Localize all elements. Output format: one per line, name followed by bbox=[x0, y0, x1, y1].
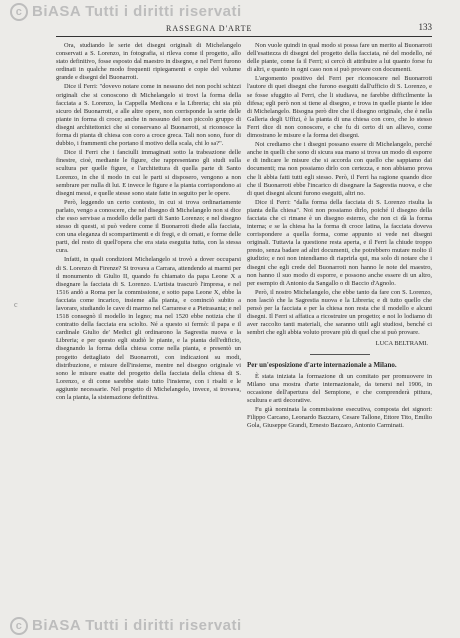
paragraph: Però, leggendo un certo contesto, in cui si trova ordinariamente parlato, vengo a conoscere, che nel disegno di Michelangelo non si dice che esso servisse a modello delle parti di Santo Lorenzo; e nel disegno stesso di questi, si può vedere come il Buonarroti diede alla facciata, con una eleganza di scompartimenti e di fregi, e di ornati, e forme delle parti, del resto di quell'opera che era stata eseguita tutta, con la stessa cura. bbox=[56, 198, 241, 255]
margin-stamp: c bbox=[14, 300, 18, 309]
paragraph: L'argomento positivo del Ferri per riconoscere nel Buonarroti l'autore di quei disegni che furono eseguiti dall'ufficio di S. Lorenzo, e se fosse sfuggito al Ferri, che li studiava, ne farebbe difficilmente la difesa; egli però non si tiene al disegno, e trova in quelle piante le idee di Michelangelo. Bisogna però dire che il disegno originale, che è nella Galleria degli Uffizi, è la pianta di una chiesa con coro, che lo stesso Ferri dice di non conoscere, e che fu di certo di un allievo, come dimostrano le misure e la forma dei disegni. bbox=[247, 75, 432, 140]
paragraph: Però, il nostro Michelangelo, che ebbe tanto da fare con S. Lorenzo, non lasciò che la Sagrestia nuova e la Libreria; e di tutto quello che pensò per la facciata e per la chiesa non resta che il modello e alcuni disegni. Il Ferri si affatica a ricostruire un progetto; e noi lo lodiamo di aver raccolto tanti materiali, che saranno utili agli studiosi, benché ci sembri che egli abbia voluto provare più di quel che si può provare. bbox=[247, 288, 432, 337]
paragraph: Noi crediamo che i disegni possano essere di Michelangelo, perché anche in quelli che sono di sicura sua mano si trova un modo di esporre e di indicare le misure che si accorda con quello che sappiamo dai documenti; ma non possiamo dirlo con certezza, e non abbiamo prova che li abbia fatti tutti egli stesso. Però, il Ferri ha ragione quando dice che il Buonarroti ebbe l'incarico di disegnare la Sagrestia nuova, e che di quei disegni alcuni furono eseguiti, altri no. bbox=[247, 141, 432, 197]
watermark-top bbox=[10, 3, 242, 21]
watermark-text: BiASA Tutti i diritti riservati bbox=[32, 3, 242, 20]
paragraph: Infatti, in quali condizioni Michelangelo si trovò a dover occuparsi di S. Lorenzo di Firenze? Si trovava a Carrara, attendendo ai marmi per il monumento di Giulio II, quando fu chiamato da papa Leone X a disegnare la facciata di S. Lorenzo. L'artista trascurò l'impresa, e nel 1516 andò a Roma per la commissione, e sotto papa Leone X, ebbe la facciata come incarico, insieme alla pianta, e cominciò subito a lavorare, studiando le cave di marmo nel Carrarese e a Pietrasanta; e nel 1518 consegnò il modello in legno; ma nel 1520 ebbe notizia che il contratto della facciata era sciolto. Né a questo si fermò: il papa e il cardinale Giulio de' Medici gli ordinarono la Sagrestia nuova e la Libreria; e per questo egli studiò le piante, e la pianta dell'edificio, disegnando la forma della chiesa come nella pianta, e presentò un progetto dettagliato del Buonarroti, con indicazioni su modi, distribuzione, e misure dell'insieme, mentre nel disegno originale vi sono le misure esatte del progetto della facciata della chiesa di S. Lorenzo, e di come sarebbe stato tutto l'insieme, con i risalti e le aggiunte necessarie. Nel progetto di Michelangelo, invece, si trovava, con la pianta, la sistemazione definitiva. bbox=[56, 256, 241, 402]
paragraph: Dice il Ferri: "dalla forma della facciata di S. Lorenzo risulta la pianta della chiesa". Noi non possiamo dirlo, poiché il disegno della facciata che ci rimane è un disegno esterno, che non ci dà la forma interna; e se la chiesa ha la forma di croce latina, la facciata doveva corrispondere a quella forma, come appunto si vede nei disegni originali. Tuttavia la questione resta aperta, e il Ferri la chiude troppo presto, senza badare ad altri documenti, che potrebbero mutare molto il giudizio; e noi non intendiamo di riaprirla qui, ma solo di notare che i disegni che egli crede del Buonarroti non hanno le note del maestro, non hanno il suo modo di esporre, e possono anche essere di un altro, per esempio di Antonio da Sangallo o di Baccio d'Agnolo. bbox=[247, 198, 432, 287]
left-column bbox=[56, 42, 241, 612]
section-divider bbox=[310, 354, 370, 355]
paragraph: Non vuole quindi in qual modo si possa fare un merito al Buonarroti dell'esattezza di disegni del progetto della facciata, né del modello, né delle piante, come fa il Ferri; si cercò di attribuire a lui quanto forse fu di altri, e quanto in ogni caso non si può provare con documenti. bbox=[247, 42, 432, 74]
paragraph: È stata iniziata la formazione di un comitato per promuovere in Milano una mostra d'arte internazionale, da tenersi nel 1906, in occasione dell'apertura del Sempione, e che comprenderà pittura, scultura e arti decorative. bbox=[247, 372, 432, 404]
page-number: 133 bbox=[418, 22, 432, 32]
paragraph: Dice il Ferri: "dovevo notare come in nessuno dei non pochi schizzi originali che si conoscono di Michelangelo si trovi la forma della facciata a S. Lorenzo, la Cappella Medicea e la Libreria; chi sia più sicuro del Buonarroti, e alle altre opere, non corrisponde la serie delle piante in forma di croce; anche in nessuno del non piccolo gruppo di disegni architettonici che si conservano al Buonarroti, si riconosce la forma di pianta di chiesa con coro a croce greca. Tali non sono, fuor di dubbio, i frammenti che portano il motivo della scala, chi lo sa?". bbox=[56, 83, 241, 148]
watermark-bottom bbox=[10, 617, 242, 635]
paragraph: Dice il Ferri che i fanciulli immaginati sotto la trabeazione delle finestre, cioè, mediante le figure, che rappresentano gli studi sulla scultura per quelle figure, e l'architettura di quella parte di Santo Lorenzo, in che il modo in cui le parti si disposero, vengono a non sembrare per nulla di lui. E invece le figure e la pianta corrispondono ai disegni messi, e quelle stesse sono state fatte in seguito per le opere. bbox=[56, 149, 241, 197]
right-column bbox=[247, 42, 432, 431]
journal-title: RASSEGNA D'ARTE bbox=[166, 24, 253, 33]
author-signature: LUCA BELTRAMI. bbox=[375, 340, 428, 348]
copyright-icon: c bbox=[10, 617, 28, 635]
paragraph: Ora, studiando le serie dei disegni originali di Michelangelo conservati a S. Lorenzo, in fotografia, si rileva come il progetto, allo stato definitivo, fosse esposto dal maestro in disegno, e nel Ferri furono ordinati in qualche modo frequenti ripiegamenti e copie del volume grande e disegni del Buonarroti. bbox=[56, 42, 241, 82]
watermark-text: BiASA Tutti i diritti riservati bbox=[32, 617, 242, 634]
section-heading: Per un'esposizione d'arte internazionale a Milano. bbox=[247, 361, 397, 370]
paragraph: Fu già nominata la commissione esecutiva, composta dei signori: Filippo Carcano, Leonardo Bazzaro, Cesare Tallone, Ettore Tito, Emilio Gola, Giuseppe Grandi, Ernesto Bazzaro, Antonio Carminati. bbox=[247, 405, 432, 430]
copyright-icon: c bbox=[10, 3, 28, 21]
header-rule bbox=[56, 36, 432, 37]
page-header bbox=[56, 22, 432, 36]
